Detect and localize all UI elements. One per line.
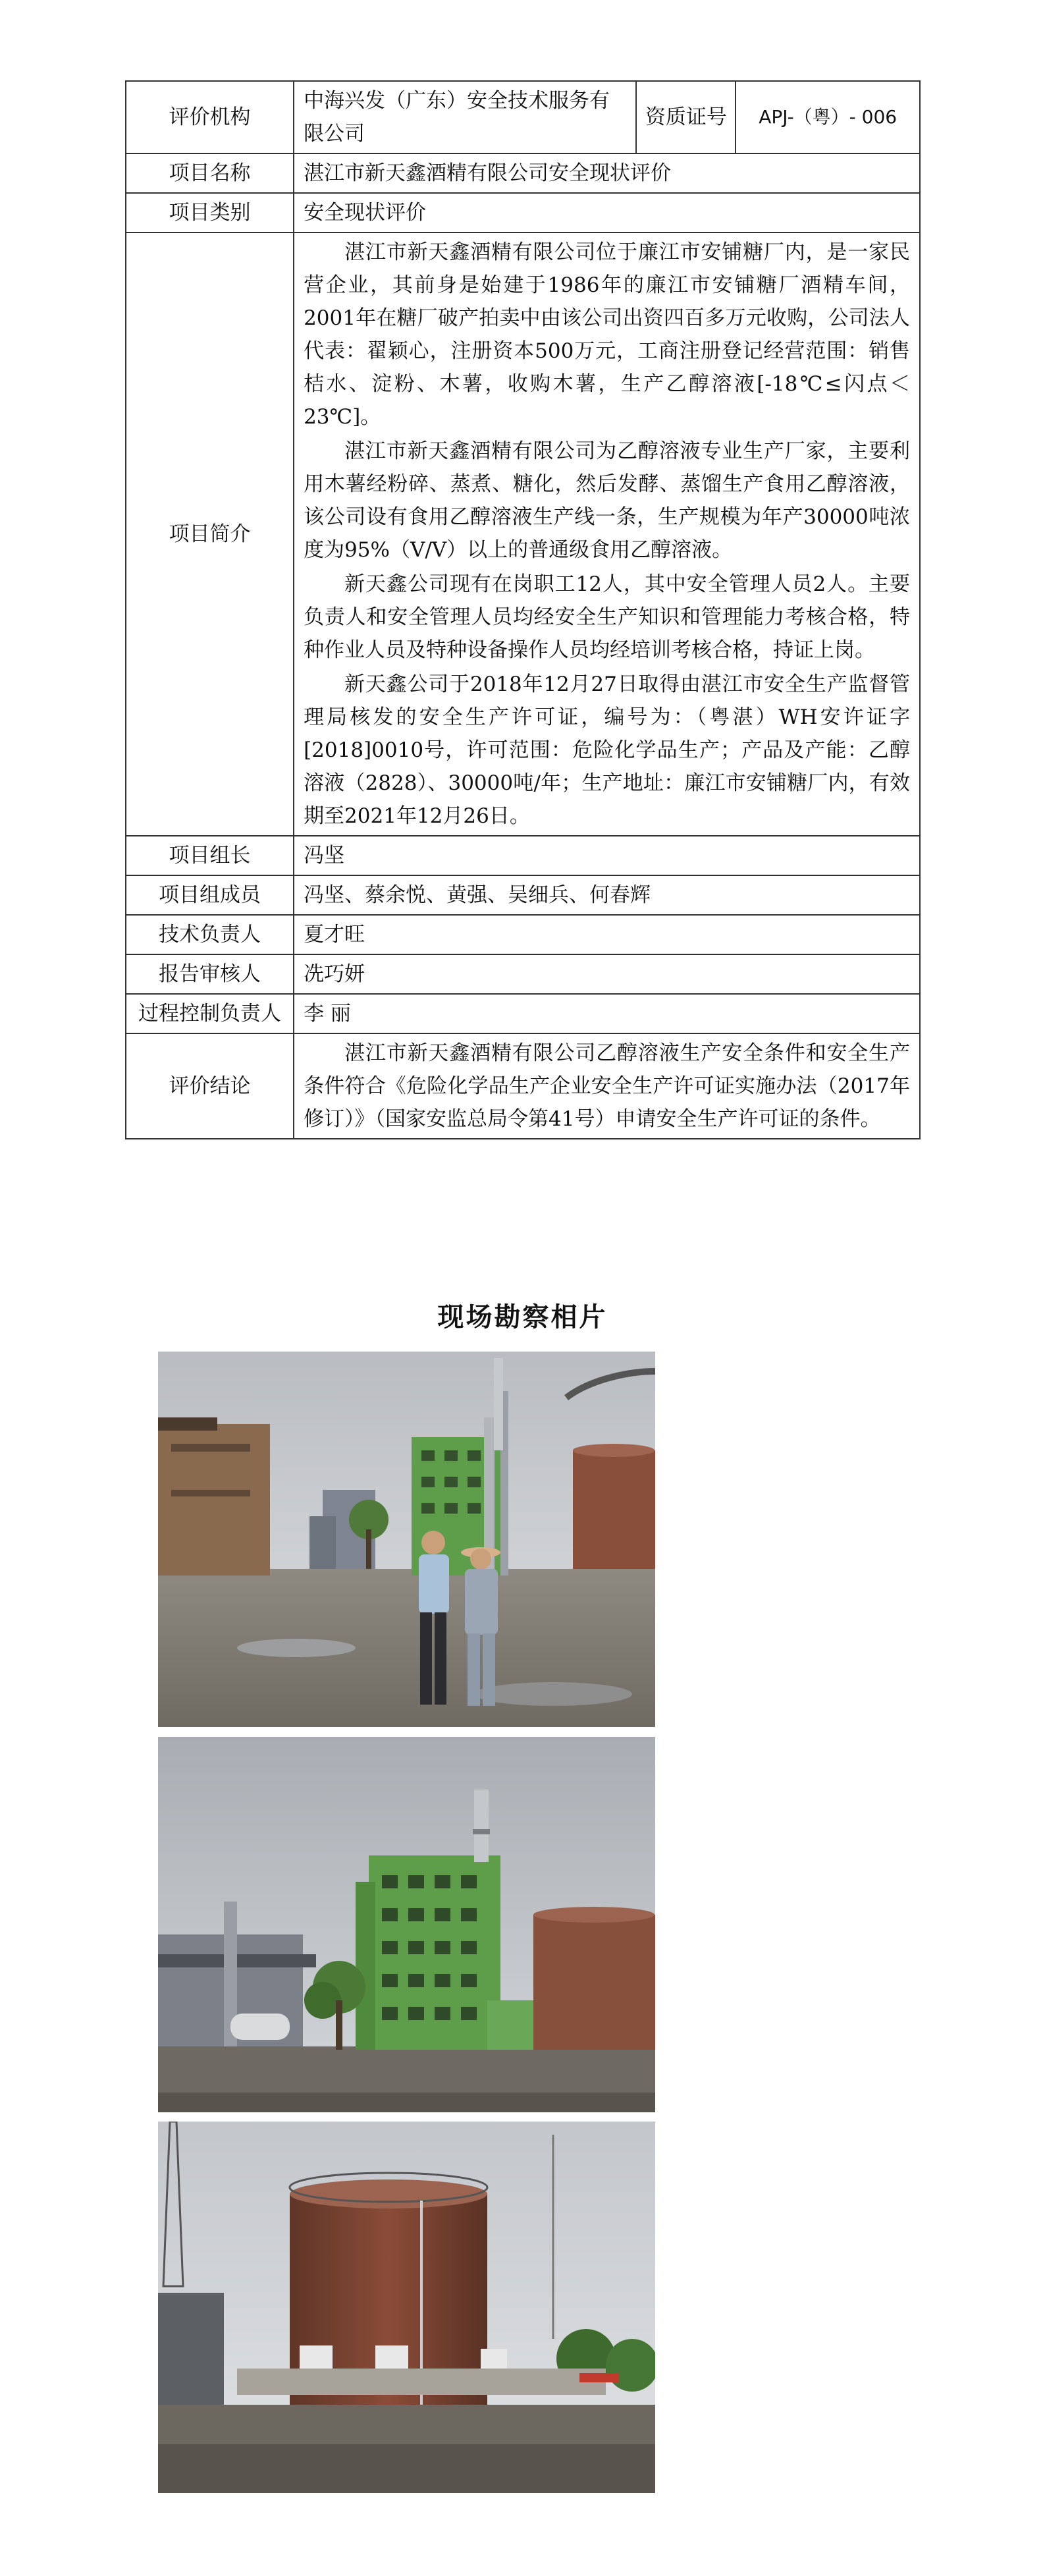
tech-label: 技术负责人 [126, 915, 294, 954]
leader-value: 冯坚 [294, 836, 920, 875]
leader-label: 项目组长 [126, 836, 294, 875]
tech-value: 夏才旺 [294, 915, 920, 954]
members-label: 项目组成员 [126, 875, 294, 915]
type-value: 安全现状评价 [294, 193, 920, 233]
intro-paragraph: 湛江市新天鑫酒精有限公司位于廉江市安铺糖厂内，是一家民营企业，其前身是始建于1986年的廉江市安铺糖厂酒精车间，2001年在糖厂破产拍卖中由该公司出资四百多万元收购，公司法人代表：翟颖心，注册资本500万元，工商注册登记经营范围：销售桔水、淀粉、木薯，收购木薯，生产乙醇溶液[-18℃≤闪点＜23℃]。 [304, 240, 910, 429]
site-photo-people [158, 1352, 655, 1727]
process-value: 李 丽 [294, 994, 920, 1033]
review-label: 报告审核人 [126, 954, 294, 994]
table-row-type [126, 193, 920, 233]
cert-value: APJ-（粤）- 006 [736, 81, 920, 153]
site-photo-people-image [158, 1352, 655, 1727]
name-label: 项目名称 [126, 153, 294, 193]
members-value: 冯坚、蔡余悦、黄强、吴细兵、何春辉 [294, 875, 920, 915]
name-value: 湛江市新天鑫酒精有限公司安全现状评价 [294, 153, 920, 193]
intro-value [294, 233, 920, 836]
site-photo-factory-image [158, 1737, 655, 2112]
cert-label: 资质证号 [636, 81, 736, 153]
org-label: 评价机构 [126, 81, 294, 153]
intro-label: 项目简介 [126, 233, 294, 836]
conclusion-value [294, 1033, 920, 1139]
site-photo-tank [158, 2122, 655, 2493]
intro-paragraph: 新天鑫公司于2018年12月27日取得由湛江市安全生产监督管理局核发的安全生产许可证，编号为：（粤湛）WH安许证字[2018]0010号，许可范围：危险化学品生产；产品及产能：乙醇溶液（2828）、30000吨/年；生产地址：廉江市安铺糖厂内，有效期至2021年12月26日。 [304, 672, 910, 828]
table-row-intro [126, 233, 920, 836]
photos-title: 现场勘察相片 [437, 1302, 608, 1332]
table-row-leader [126, 836, 920, 875]
type-label: 项目类别 [126, 193, 294, 233]
table-row-tech [126, 915, 920, 954]
site-photo-tank-image [158, 2122, 655, 2493]
table-row-review [126, 954, 920, 994]
table-row-process [126, 994, 920, 1033]
conclusion-text: 湛江市新天鑫酒精有限公司乙醇溶液生产安全条件和安全生产条件符合《危险化学品生产企业安全生产许可证实施办法（2017年修订）》（国家安监总局令第41号）申请安全生产许可证的条件。 [304, 1041, 910, 1131]
intro-paragraph: 湛江市新天鑫酒精有限公司为乙醇溶液专业生产厂家，主要利用木薯经粉碎、蒸煮、糖化，然后发酵、蒸馏生产食用乙醇溶液，该公司设有食用乙醇溶液生产线一条，生产规模为年产30000吨浓度为95%（V/V）以上的普通级食用乙醇溶液。 [304, 439, 910, 562]
process-label: 过程控制负责人 [126, 994, 294, 1033]
evaluation-info-table [125, 80, 921, 1139]
table-row-conclusion [126, 1033, 920, 1139]
table-row-members [126, 875, 920, 915]
review-value: 冼巧妍 [294, 954, 920, 994]
table-row-name [126, 153, 920, 193]
org-value: 中海兴发（广东）安全技术服务有限公司 [294, 81, 636, 153]
table-row-org [126, 81, 920, 153]
site-photo-factory [158, 1737, 655, 2112]
conclusion-label: 评价结论 [126, 1033, 294, 1139]
intro-paragraph: 新天鑫公司现有在岗职工12人，其中安全管理人员2人。主要负责人和安全管理人员均经安全生产知识和管理能力考核合格，特种作业人员及特种设备操作人员均经培训考核合格，持证上岗。 [304, 572, 910, 662]
